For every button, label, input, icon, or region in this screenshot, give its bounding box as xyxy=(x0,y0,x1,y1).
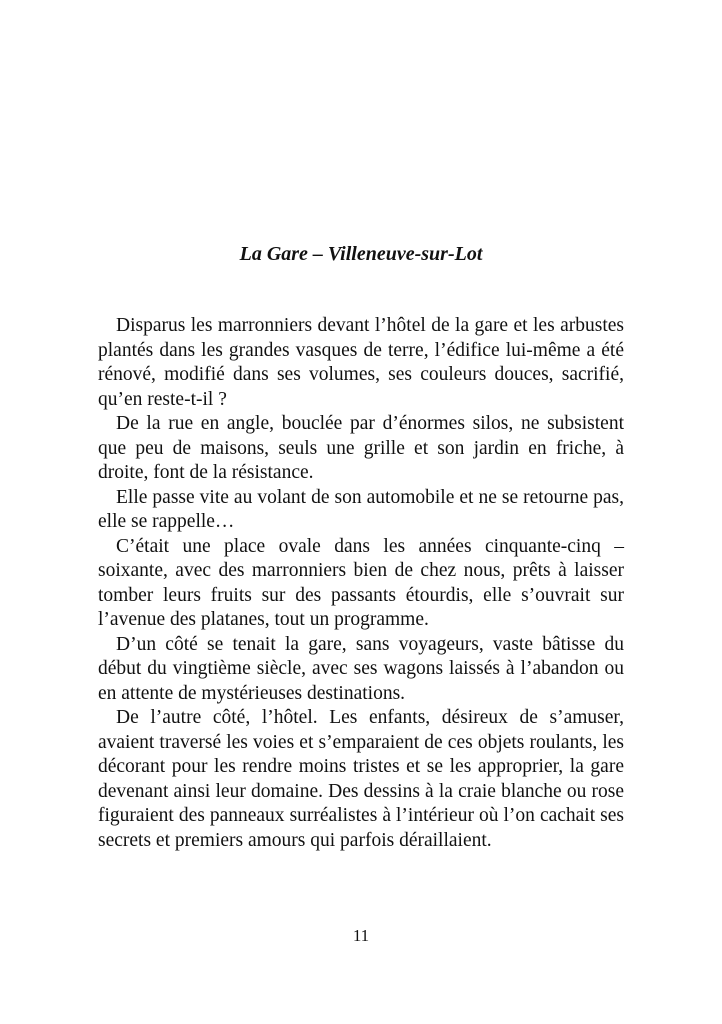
body-text xyxy=(98,314,624,853)
paragraph: Elle passe vite au volant de son automobile et ne se retourne pas, elle se rappelle… xyxy=(98,486,624,532)
paragraph: De la rue en angle, bouclée par d’énormes silos, ne subsistent que peu de maisons, seuls une grille et son jardin en friche, à droite, font de la résistance. xyxy=(98,413,624,483)
paragraph: C’était une place ovale dans les années cinquante-cinq – soixante, avec des marronniers bien de chez nous, prêts à laisser tomber leurs fruits sur des passants étourdis, elle s’ouvrait sur l’avenue des platanes, tout un programme. xyxy=(98,535,624,630)
chapter-title: La Gare – Villeneuve-sur-Lot xyxy=(239,243,483,265)
paragraph: De l’autre côté, l’hôtel. Les enfants, désireux de s’amuser, avaient traversé les voies et s’emparaient de ces objets roulants, les décorant pour les rendre moins tristes et se les approprier, la gare devenant ainsi leur domaine. Des dessins à la craie blanche ou rose figuraient des panneaux surréalistes à l’intérieur où l’on cachait ses secrets et premiers amours qui parfois déraillaient. xyxy=(98,707,624,851)
paragraph: D’un côté se tenait la gare, sans voyageurs, vaste bâtisse du début du vingtième siècle, avec ses wagons laissés à l’abandon ou en attente de mystérieuses destinations. xyxy=(98,633,624,704)
paragraph: Disparus les marronniers devant l’hôtel de la gare et les arbustes plantés dans les grandes vasques de terre, l’édifice lui-même a été rénové, modifié dans ses volumes, ses couleurs douces, sacrifié, qu’en reste-t-il ? xyxy=(98,315,624,410)
page-number: 11 xyxy=(352,926,370,945)
